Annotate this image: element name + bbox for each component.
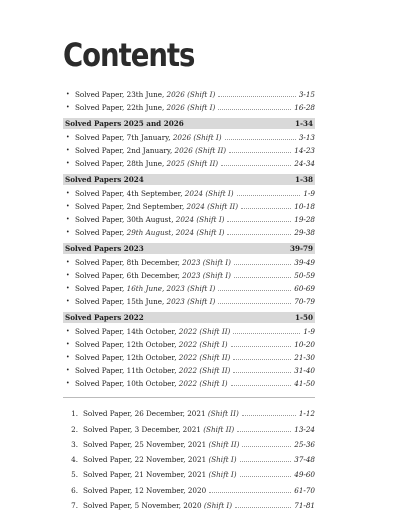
dot-leader — [240, 476, 292, 477]
dot-leader — [242, 415, 296, 416]
entry-shift: (Shift I) — [206, 455, 237, 465]
bullet-icon: • — [66, 272, 70, 279]
dot-leader — [234, 264, 291, 265]
entry-pages: 49-60 — [294, 470, 315, 480]
entry-date: 2026 — [166, 103, 185, 112]
dot-leader — [233, 359, 291, 360]
toc-entry[interactable] — [63, 186, 315, 199]
bullet-icon: • — [66, 160, 70, 167]
entry-shift: (Shift I) — [200, 258, 231, 267]
entry-shift: (Shift I) — [194, 215, 225, 224]
dot-leader — [235, 507, 291, 508]
entry-title: Solved Paper, 30th August, 2024 (Shift I) — [75, 215, 225, 224]
entry-title: Solved Paper, 23th June, 2026 (Shift I) — [75, 90, 216, 99]
toc-entry[interactable] — [63, 294, 315, 307]
bullet-icon: • — [66, 328, 70, 335]
entry-date: 2022 — [178, 379, 198, 388]
entry-pages: 21-30 — [294, 353, 315, 362]
entry-number: 2. — [71, 424, 78, 434]
entry-shift: (Shift I) — [184, 284, 216, 293]
entry-pages: 3-15 — [298, 90, 315, 99]
entry-pages: 31-40 — [294, 366, 315, 375]
entry-number: 3. — [71, 439, 78, 449]
entry-title: Solved Paper, 2nd September, 2024 (Shift II) — [75, 202, 239, 211]
entry-title: Solved Paper, 8th December, 2023 (Shift I) — [75, 258, 231, 267]
entry-date: 2022 — [178, 340, 198, 349]
entry-number: 6. — [71, 485, 78, 495]
entry-title: Solved Paper, 25 November, 2021 (Shift II) — [83, 439, 240, 449]
entry-date: 2024 — [184, 189, 204, 198]
entry-pages: 10-18 — [294, 202, 315, 211]
section-header — [63, 174, 315, 185]
section-pages: 1-38 — [295, 175, 313, 184]
dot-leader — [218, 303, 291, 304]
toc-entry[interactable] — [63, 376, 315, 389]
dot-leader — [231, 346, 292, 347]
page-title: Contents — [63, 36, 195, 74]
entry-shift: (Shift I) — [201, 501, 233, 511]
entry-title: Solved Paper, 3 December, 2021 (Shift II) — [83, 424, 235, 434]
dot-leader — [231, 385, 292, 386]
toc-entry[interactable] — [63, 350, 315, 363]
section-header — [63, 118, 315, 129]
toc-entry[interactable] — [63, 363, 315, 376]
toc-entry[interactable] — [63, 404, 315, 419]
bullet-icon: • — [66, 380, 70, 387]
entry-pages: 71-81 — [294, 501, 315, 511]
section-divider — [63, 397, 315, 398]
bullet-icon: • — [66, 229, 70, 236]
toc-entry[interactable] — [63, 199, 315, 212]
section-pages: 39-79 — [290, 244, 313, 253]
entry-title: Solved Paper, 29th August, 2024 (Shift I) — [75, 228, 225, 237]
entry-shift: (Shift I) — [184, 297, 216, 306]
entry-title: Solved Paper, 28th June, 2025 (Shift II) — [75, 159, 219, 168]
entry-title: Solved Paper, 11th October, 2022 (Shift II) — [75, 366, 231, 375]
entry-pages: 60-69 — [294, 284, 315, 293]
bullet-icon: • — [66, 147, 70, 154]
entry-pages: 24-34 — [294, 159, 315, 168]
entry-shift: (Shift I) — [197, 379, 228, 388]
section-title: Solved Papers 2023 — [65, 244, 144, 253]
entry-number: 4. — [71, 455, 78, 465]
dot-leader — [227, 234, 291, 235]
entry-shift: (Shift I) — [203, 189, 234, 198]
toc-entry[interactable] — [63, 435, 315, 450]
section-title: Solved Papers 2024 — [65, 175, 144, 184]
toc-entry[interactable] — [63, 480, 315, 495]
entry-title: Solved Paper, 16th June, 2023 (Shift I) — [75, 284, 216, 293]
entry-shift: (Shift II) — [206, 439, 240, 449]
entry-title: Solved Paper, 12th October, 2022 (Shift II) — [75, 353, 231, 362]
entry-shift: (Shift I) — [197, 340, 228, 349]
entry-pages: 50-59 — [294, 271, 315, 280]
entry-shift: (Shift II) — [184, 159, 219, 168]
entry-pages: 1-12 — [298, 409, 315, 419]
entry-pages: 19-28 — [294, 215, 315, 224]
entry-date: 29th August, 2024 — [126, 228, 195, 237]
dot-leader — [237, 195, 301, 196]
toc-entry[interactable] — [63, 268, 315, 281]
bullet-icon: • — [66, 285, 70, 292]
dot-leader — [218, 290, 291, 291]
section-pages: 1-34 — [295, 119, 313, 128]
toc-entry[interactable] — [63, 281, 315, 294]
entry-date: 2026 — [166, 90, 185, 99]
dot-leader — [234, 277, 291, 278]
entry-date: 2022 — [178, 327, 198, 336]
entry-shift: (Shift II) — [192, 146, 227, 155]
bullet-icon: • — [66, 190, 70, 197]
bullet-icon: • — [66, 298, 70, 305]
entry-title: Solved Paper, 21 November, 2021 (Shift I) — [83, 470, 237, 480]
section-pages: 1-50 — [295, 313, 313, 322]
entry-pages: 13-24 — [294, 424, 315, 434]
entry-shift: (Shift II) — [197, 366, 231, 375]
entry-date: 2022 — [178, 353, 198, 362]
dot-leader — [241, 208, 291, 209]
entry-shift: (Shift II) — [205, 409, 239, 419]
entry-pages: 29-38 — [294, 228, 315, 237]
entry-title: Solved Paper, 22th June, 2026 (Shift I) — [75, 103, 216, 112]
bullet-icon: • — [66, 259, 70, 266]
entry-date: 2023 — [182, 271, 201, 280]
entry-title: Solved Paper, 14th October, 2022 (Shift II) — [75, 327, 231, 336]
entry-date: 2024 — [175, 215, 195, 224]
entry-shift: (Shift II) — [200, 424, 235, 434]
entry-title: Solved Paper, 26 December, 2021 (Shift II) — [83, 409, 239, 419]
bullet-icon: • — [66, 216, 70, 223]
dot-leader — [237, 431, 291, 432]
entry-date: 2026 — [174, 146, 193, 155]
dot-leader — [218, 96, 296, 97]
dot-leader — [209, 492, 291, 493]
dot-leader — [225, 139, 296, 140]
entry-pages: 1-9 — [303, 327, 315, 336]
entry-title: Solved Paper, 6th December, 2023 (Shift I) — [75, 271, 231, 280]
entry-pages: 37-48 — [294, 455, 315, 465]
entry-shift: (Shift I) — [191, 133, 222, 142]
entry-pages: 25-36 — [294, 439, 315, 449]
entry-pages: 1-9 — [303, 189, 315, 198]
entry-number: 5. — [71, 470, 78, 480]
entry-date: 2025 — [166, 159, 185, 168]
toc-entry[interactable] — [63, 156, 315, 169]
table-of-contents — [63, 87, 315, 511]
entry-pages: 41-50 — [294, 379, 315, 388]
entry-number: 7. — [71, 501, 78, 511]
section-header — [63, 312, 315, 323]
entry-number: 1. — [71, 409, 78, 419]
toc-entry[interactable] — [63, 324, 315, 337]
section-title: Solved Papers 2025 and 2026 — [65, 119, 184, 128]
entry-pages: 3-13 — [298, 133, 315, 142]
entry-title: Solved Paper, 4th September, 2024 (Shift I) — [75, 189, 234, 198]
entry-shift: (Shift II) — [197, 353, 231, 362]
toc-entry[interactable] — [63, 225, 315, 238]
entry-shift: (Shift II) — [204, 202, 239, 211]
entry-pages: 14-23 — [294, 146, 315, 155]
entry-date: 16th June, 2023 — [126, 284, 185, 293]
entry-shift: (Shift I) — [184, 90, 216, 99]
entry-pages: 39-49 — [294, 258, 315, 267]
entry-pages: 10-20 — [294, 340, 315, 349]
dot-leader — [242, 446, 291, 447]
toc-entry[interactable] — [63, 496, 315, 511]
entry-title: Solved Paper, 2nd January, 2026 (Shift II) — [75, 146, 227, 155]
entry-shift: (Shift I) — [200, 271, 231, 280]
bullet-icon: • — [66, 354, 70, 361]
dot-leader — [233, 372, 291, 373]
section-title: Solved Papers 2022 — [65, 313, 144, 322]
dot-leader — [221, 165, 291, 166]
entry-date: 2022 — [178, 366, 198, 375]
entry-title: Solved Paper, 5 November, 2020 (Shift I) — [83, 501, 233, 511]
bullet-icon: • — [66, 367, 70, 374]
bullet-icon: • — [66, 134, 70, 141]
entry-title: Solved Paper, 22 November, 2021 (Shift I) — [83, 455, 237, 465]
toc-entry[interactable] — [63, 212, 315, 225]
toc-entry[interactable] — [63, 100, 315, 113]
toc-entry[interactable] — [63, 465, 315, 480]
dot-leader — [227, 221, 291, 222]
section-header — [63, 243, 315, 254]
entry-title: Solved Paper, 7th January, 2026 (Shift I) — [75, 133, 222, 142]
entry-title: Solved Paper, 12th October, 2022 (Shift I) — [75, 340, 228, 349]
toc-entry[interactable] — [63, 419, 315, 434]
entry-shift: (Shift I) — [206, 470, 237, 480]
toc-entry[interactable] — [63, 255, 315, 268]
bullet-icon: • — [66, 341, 70, 348]
entry-shift: (Shift I) — [194, 228, 225, 237]
dot-leader — [218, 109, 291, 110]
entry-shift: (Shift I) — [184, 103, 216, 112]
entry-shift: (Shift II) — [197, 327, 231, 336]
dot-leader — [233, 333, 300, 334]
entry-date: 2023 — [166, 297, 185, 306]
toc-entry[interactable] — [63, 337, 315, 350]
toc-entry[interactable] — [63, 450, 315, 465]
toc-entry[interactable] — [63, 87, 315, 100]
bullet-icon: • — [66, 104, 70, 111]
entry-date: 2023 — [182, 258, 201, 267]
entry-title: Solved Paper, 10th October, 2022 (Shift I) — [75, 379, 228, 388]
bullet-icon: • — [66, 203, 70, 210]
bullet-icon: • — [66, 91, 70, 98]
entry-title: Solved Paper, 12 November, 2020 — [83, 485, 207, 495]
entry-date: 2026 — [172, 133, 192, 142]
entry-date: 2024 — [186, 202, 205, 211]
toc-entry[interactable] — [63, 130, 315, 143]
dot-leader — [240, 461, 292, 462]
toc-entry[interactable] — [63, 143, 315, 156]
entry-pages: 61-70 — [294, 485, 315, 495]
entry-pages: 70-79 — [294, 297, 315, 306]
entry-pages: 16-28 — [294, 103, 315, 112]
dot-leader — [229, 152, 291, 153]
entry-title: Solved Paper, 15th June, 2023 (Shift I) — [75, 297, 216, 306]
